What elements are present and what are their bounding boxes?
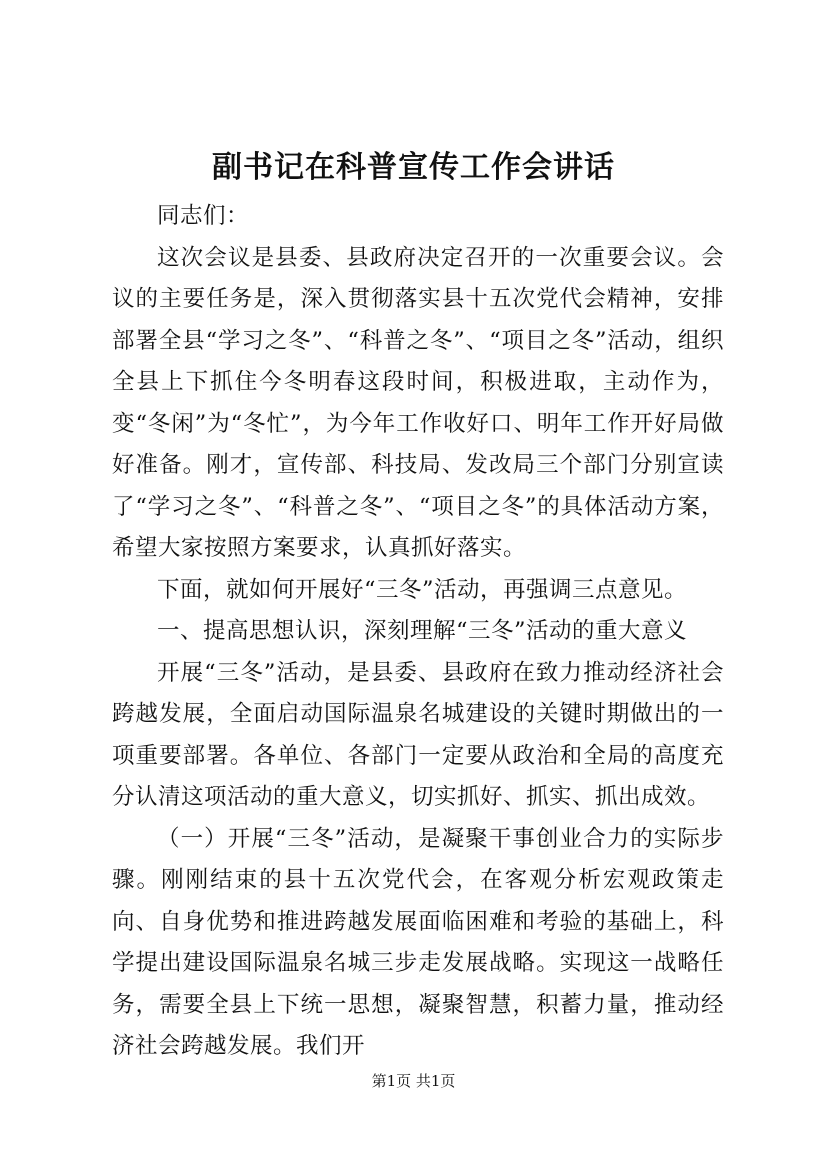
salutation: 同志们： (157, 203, 250, 229)
document-body (112, 196, 724, 1068)
document-title: 副书记在科普宣传工作会讲话 (212, 150, 615, 185)
paragraph-section-1: 开展“三冬”活动，是县委、县政府在致力推动经济社会跨越发展，全面启动国际温泉名城建设的关键时期做出的一项重要部署。各单位、各部门一定要从政治和全局的高度充分认清这项活动的重大意义，切实抓好、抓实、抓出成效。 (112, 659, 724, 810)
paragraph-intro: 这次会议是县委、县政府决定召开的一次重要会议。会议的主要任务是，深入贯彻落实县十五次党代会精神，安排部署全县“学习之冬”、“科普之冬”、“项目之冬”活动，组织全县上下抓住今冬明春这段时间，积极进取，主动作为，变“冬闲”为“冬忙”，为今年工作收好口、明年工作开好局做好准备。刚才，宣传部、科技局、发改局三个部门分别宣读了“学习之冬”、“科普之冬”、“项目之冬”的具体活动方案，希望大家按照方案要求，认真抓好落实。 (112, 244, 724, 561)
section-heading-1: 一、提高思想认识，深刻理解“三冬”活动的重大意义 (157, 618, 688, 644)
page-footer: 第1页 共1页 (371, 1072, 456, 1090)
paragraph-subsection-1: （一）开展“三冬”活动，是凝聚干事创业合力的实际步骤。刚刚结束的县十五次党代会，在客观分析宏观政策走向、自身优势和推进跨越发展面临困难和考验的基础上，科学提出建设国际温泉名城三步走发展战略。实现这一战略任务，需要全县上下统一思想，凝聚智慧，积蓄力量，推动经济社会跨越发展。我们开 (112, 825, 724, 1059)
paragraph-transition: 下面，就如何开展好“三冬”活动，再强调三点意见。 (157, 576, 688, 603)
